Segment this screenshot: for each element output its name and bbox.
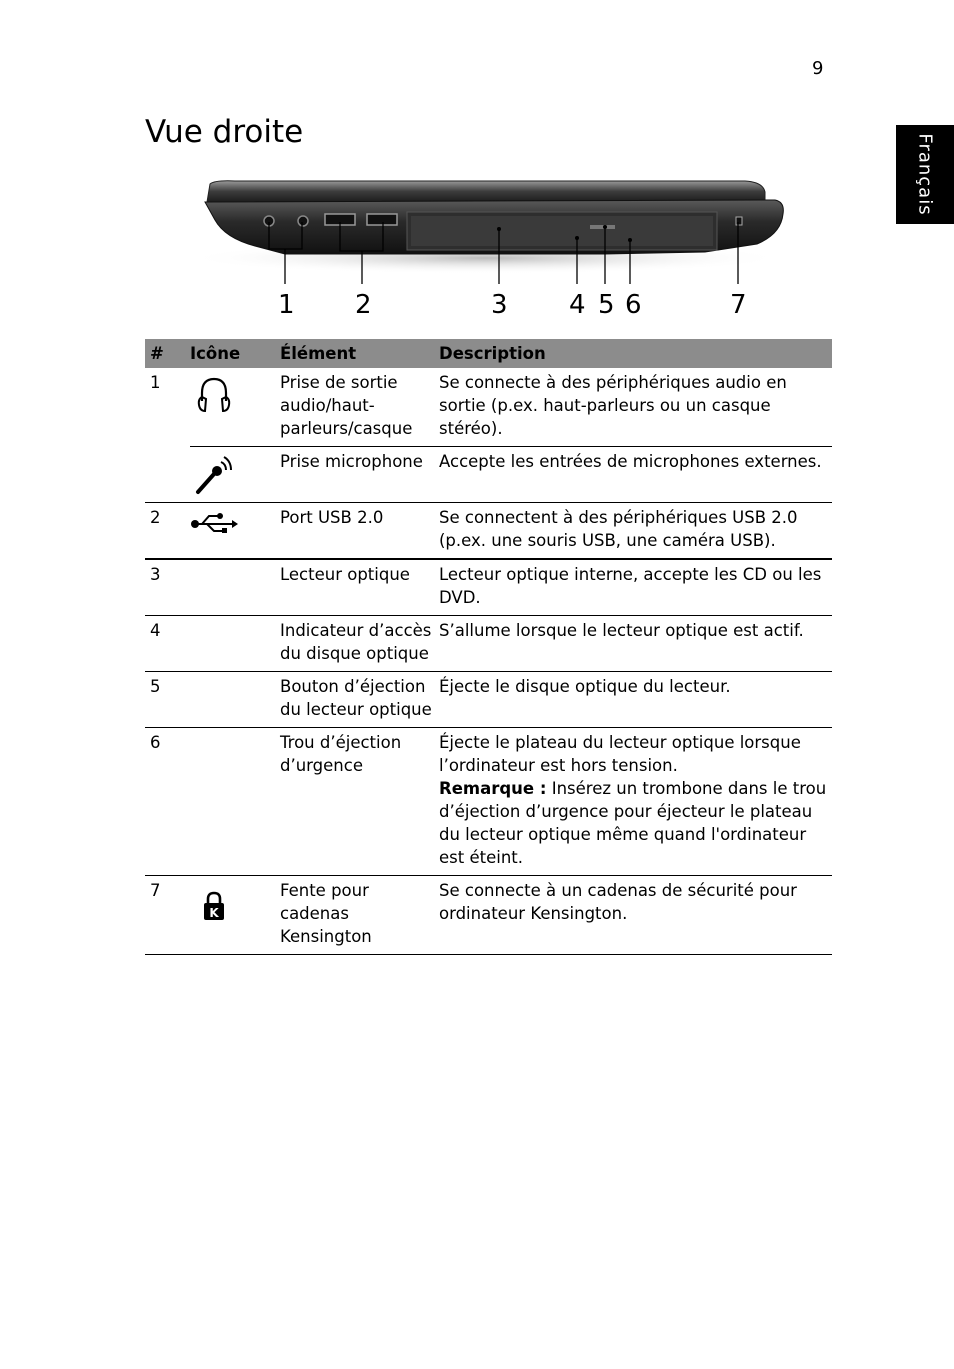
row-description: Éjecte le plateau du lecteur optique lorsque l’ordinateur est hors tension. bbox=[439, 733, 801, 775]
row-element: Trou d’éjection d’urgence bbox=[280, 728, 439, 876]
kensington-slot bbox=[736, 217, 742, 225]
header-icon: Icône bbox=[190, 339, 280, 368]
row-icon-cell bbox=[190, 728, 280, 876]
row-icon-cell bbox=[190, 368, 280, 447]
page-title: Vue droite bbox=[145, 114, 304, 150]
row-number: 2 bbox=[145, 503, 190, 560]
callout-3: 3 bbox=[491, 290, 508, 320]
headphones-icon bbox=[196, 375, 232, 415]
row-number: 3 bbox=[145, 559, 190, 616]
row-description-cell bbox=[439, 728, 832, 876]
row-element: Indicateur d’accès du disque optique bbox=[280, 616, 439, 672]
page-number: 9 bbox=[812, 58, 824, 79]
kensington-icon-letter: K bbox=[209, 906, 219, 920]
table-row bbox=[145, 368, 832, 447]
callout-4: 4 bbox=[569, 290, 586, 320]
row-number: 1 bbox=[150, 373, 161, 392]
row-description: S’allume lorsque le lecteur optique est actif. bbox=[439, 616, 832, 672]
row-element: Bouton d’éjection du lecteur optique bbox=[280, 672, 439, 728]
callout-1: 1 bbox=[278, 290, 295, 320]
row-number: 4 bbox=[145, 616, 190, 672]
row-icon-cell bbox=[190, 672, 280, 728]
row-element: Port USB 2.0 bbox=[280, 503, 439, 560]
note-text: Insérez un trombone dans le trou d’éjection d’urgence pour éjecteur le plateau du lecteur optique même quand l'ordinateur est éteint. bbox=[439, 779, 827, 867]
header-element: Élément bbox=[280, 339, 439, 368]
row-element: Prise microphone bbox=[280, 447, 439, 503]
row-icon-cell bbox=[190, 876, 280, 955]
callout-6: 6 bbox=[625, 290, 642, 320]
row-description: Éjecte le disque optique du lecteur. bbox=[439, 672, 832, 728]
row-number: 5 bbox=[145, 672, 190, 728]
table-row bbox=[145, 616, 832, 672]
usb-port-2 bbox=[367, 214, 397, 225]
table-row bbox=[145, 672, 832, 728]
note-label: Remarque : bbox=[439, 779, 547, 798]
row-number bbox=[145, 447, 190, 503]
optical-drive-face bbox=[411, 216, 713, 246]
language-tab bbox=[896, 125, 954, 224]
table-row bbox=[145, 559, 832, 616]
row-element: Prise de sortie audio/haut-parleurs/casque bbox=[280, 368, 439, 447]
row-icon-cell bbox=[190, 559, 280, 616]
laptop-right-side-figure bbox=[185, 172, 795, 322]
row-element: Lecteur optique bbox=[280, 559, 439, 616]
row-note bbox=[439, 777, 828, 869]
row-description: Accepte les entrées de microphones externes. bbox=[439, 447, 832, 503]
row-number: 6 bbox=[145, 728, 190, 876]
laptop-lid bbox=[207, 181, 765, 202]
row-description: Lecteur optique interne, accepte les CD ou les DVD. bbox=[439, 559, 832, 616]
row-icon-cell bbox=[190, 447, 280, 503]
callout-5: 5 bbox=[598, 290, 615, 320]
table-row bbox=[145, 728, 832, 876]
row-description: Se connecte à un cadenas de sécurité pour ordinateur Kensington. bbox=[439, 876, 832, 955]
row-number: 7 bbox=[145, 876, 190, 955]
callout-7: 7 bbox=[730, 290, 747, 320]
row-description: Se connectent à des périphériques USB 2.0 (p.ex. une souris USB, une caméra USB). bbox=[439, 503, 832, 560]
usb-icon bbox=[190, 510, 238, 536]
row-icon-cell bbox=[190, 503, 280, 560]
table-row bbox=[145, 447, 832, 503]
kensington-lock-icon bbox=[203, 891, 225, 921]
row-element: Fente pour cadenas Kensington bbox=[280, 876, 439, 955]
mic-jack bbox=[298, 216, 308, 226]
row-description: Se connecte à des périphériques audio en sortie (p.ex. haut-parleurs ou un casque stéréo). bbox=[439, 368, 832, 447]
microphone-icon bbox=[194, 454, 234, 496]
language-tab-label: Français bbox=[914, 133, 936, 216]
callout-2: 2 bbox=[355, 290, 372, 320]
header-number: # bbox=[145, 339, 190, 368]
table-header-row bbox=[145, 339, 832, 368]
eject-button bbox=[590, 225, 615, 229]
table-row bbox=[145, 503, 832, 560]
header-description: Description bbox=[439, 339, 832, 368]
spec-table bbox=[145, 339, 832, 955]
row-icon-cell bbox=[190, 616, 280, 672]
table-row bbox=[145, 876, 832, 955]
